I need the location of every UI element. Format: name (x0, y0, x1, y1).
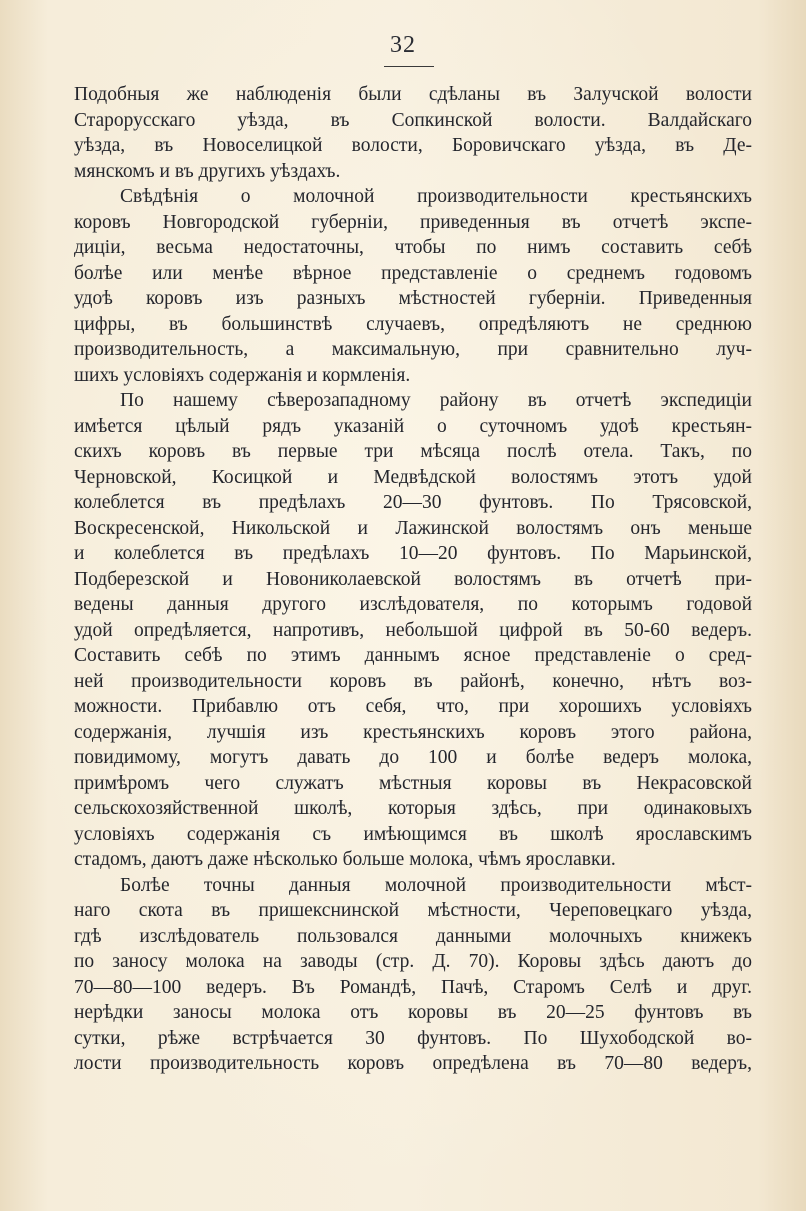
text-line: сутки, рѣже встрѣчается 30 фунтовъ. По Шухободской во- (74, 1027, 752, 1049)
text-line: стадомъ, даютъ даже нѣсколько больше молока, чѣмъ ярославки. (74, 849, 616, 870)
text-line: Подберезской и Новониколаевской волостямъ въ отчетѣ при- (74, 568, 752, 590)
text-line: по заносу молока на заводы (стр. Д. 70). Коровы здѣсь даютъ до (74, 951, 752, 972)
text-line: шихъ условіяхъ содержанія и кормленія. (74, 364, 411, 386)
text-line: наго скота въ пришекснинской мѣстности, Череповецкаго уѣзда, (74, 900, 752, 921)
text-line: уѣзда, въ Новоселицкой волости, Боровичскаго уѣзда, въ Де- (74, 135, 752, 156)
text-line: Старорусскаго уѣзда, въ Сопкинской волости. Валдайскаго (74, 109, 752, 131)
page-number-underline (384, 66, 434, 67)
text-line: цифры, въ большинствѣ случаевъ, опредѣляютъ не среднюю (74, 313, 752, 335)
text-line: лости производительность коровъ опредѣлена въ 70—80 ведеръ, (74, 1053, 752, 1074)
text-line: гдѣ изслѣдователь пользовался данными молочныхъ книжекъ (74, 925, 752, 947)
text-line: ведены данныя другого изслѣдователя, по которымъ годовой (74, 594, 752, 615)
text-line: Свѣдѣнія о молочной производительности крестьянскихъ (120, 186, 752, 207)
text-line: сельскохозяйственной школѣ, которыя здѣсь, при одинаковыхъ (74, 798, 752, 819)
text-line: примѣромъ чего служатъ мѣстныя коровы въ Некрасовской (74, 772, 752, 794)
text-line: содержанія, лучшія изъ крестьянскихъ коровъ этого района, (74, 721, 752, 743)
text-line: производительность, а максимальную, при сравнительно луч- (74, 339, 752, 360)
text-line: нерѣдки заносы молока отъ коровы въ 20—25 фунтовъ въ (74, 1002, 752, 1023)
page-number: 32 (390, 32, 416, 58)
text-line: повидимому, могутъ давать до 100 и болѣе ведеръ молока, (74, 747, 752, 768)
text-line: Воскресенской, Никольской и Лажинской волостямъ онъ меньше (74, 517, 752, 539)
text-line: условіяхъ содержанія съ имѣющимся въ школѣ ярославскимъ (74, 823, 752, 845)
text-line: Черновской, Косицкой и Медвѣдской волостямъ этотъ удой (74, 466, 752, 488)
text-line: коровъ Новгородской губерніи, приведенныя въ отчетѣ экспе- (74, 211, 752, 233)
text-line: удой опредѣляется, напротивъ, небольшой цифрой въ 50-60 ведеръ. (74, 619, 752, 641)
text-line: ней производительности коровъ въ районѣ, конечно, нѣтъ воз- (74, 670, 752, 692)
text-line: скихъ коровъ въ первые три мѣсяца послѣ отела. Такъ, по (74, 441, 752, 462)
text-line: диціи, весьма недостаточны, чтобы по нимъ составить себѣ (74, 237, 752, 258)
text-line: Подобныя же наблюденія были сдѣланы въ Залучской волости (74, 84, 752, 105)
text-line: Составить себѣ по этимъ даннымъ ясное представленіе о сред- (74, 645, 752, 666)
text-line: и колеблется въ предѣлахъ 10—20 фунтовъ. По Марьинской, (74, 543, 752, 564)
body-text (74, 82, 752, 1077)
text-line: По нашему сѣверозападному району въ отчетѣ экспедиціи (120, 390, 752, 411)
text-line: мянскомъ и въ другихъ уѣздахъ. (74, 160, 341, 182)
text-line: можности. Прибавлю отъ себя, что, при хорошихъ условіяхъ (74, 696, 752, 717)
text-line: Болѣе точны данныя молочной производительности мѣст- (120, 874, 752, 896)
text-line: 70—80—100 ведеръ. Въ Романдѣ, Пачѣ, Старомъ Селѣ и друг. (74, 976, 752, 998)
text-line: болѣе или менѣе вѣрное представленіе о среднемъ годовомъ (74, 262, 752, 284)
text-line: имѣется цѣлый рядъ указаній о суточномъ удоѣ крестьян- (74, 415, 752, 437)
text-line: удоѣ коровъ изъ разныхъ мѣстностей губерніи. Приведенныя (74, 288, 752, 309)
text-line: колеблется въ предѣлахъ 20—30 фунтовъ. По Трясовской, (74, 492, 752, 513)
